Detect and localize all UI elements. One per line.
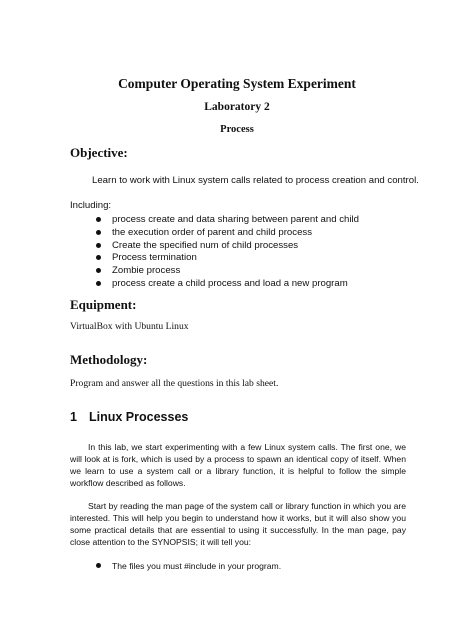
bullet-icon [96,268,101,273]
bullet-icon [96,217,101,222]
methodology-heading: Methodology: [70,352,148,367]
equipment-heading: Equipment: [70,297,137,312]
equipment-text: VirtualBox with Ubuntu Linux [70,321,189,332]
objective-text: Learn to work with Linux system calls related to process creation and control. [92,175,419,186]
methodology-text: Program and answer all the questions in this lab sheet. [70,378,279,389]
bullet-icon [96,255,101,260]
paragraph-text: In this lab, we start experimenting with a few Linux system calls. The first one, we will look at is fork, which is used by a process to spawn an identical copy of itself. When we learn to use a system call or a library function, it is helpful to follow the simple workflow described as follows. [70,442,406,488]
document-page: Computer Operating System Experiment Laboratory 2 Process Objective: Learn to work with Linux system calls related to process creation and control. Including: process create and data sharing between parent and child the execution order of parent and child process Create the specified num of child processes Process termination Zombie process process create a child process and load a new program Equipment: VirtualBox with Ubuntu Linux Methodology: Program and answer all the questions in this lab sheet. 1 Linux Processes In this lab, we start experimenting with a few Linux system calls. The first one, we will look at is fork, which is used by a process to spawn an identical copy of itself. When we learn to use a system call or a library function, it is helpful to follow the simple workflow described as follows. Start by reading the man page of the system call or library function in which you are interested. This will help you begin to understand how it works, but it will also show you some practical details that are essential to using it successfully. In the man page, pay close attention to the SYNOPSIS; it will tell you: The files you must #include in your program. [0,0,474,632]
lab-number: Laboratory 2 [204,101,270,113]
paragraph-text: Start by reading the man page of the system call or library function in which you are interested. This will help you begin to understand how it works, but it will also show you some practical details that are essential to using it successfully. In the man page, pay close attention to the SYNOPSIS; it will tell you: [70,501,406,547]
bullet-icon [96,281,101,286]
objective-heading: Objective: [70,145,128,160]
bullet-icon [96,230,101,235]
document-title: Computer Operating System Experiment [118,76,356,91]
section-number: 1 [70,410,77,424]
document-subtitle: Process [220,124,254,135]
bullet-icon [96,563,101,568]
including-label: Including: [70,200,112,211]
paragraph [70,441,406,489]
section-heading: Linux Processes [89,410,189,424]
bullet-icon [96,243,101,248]
paragraph [70,500,406,548]
